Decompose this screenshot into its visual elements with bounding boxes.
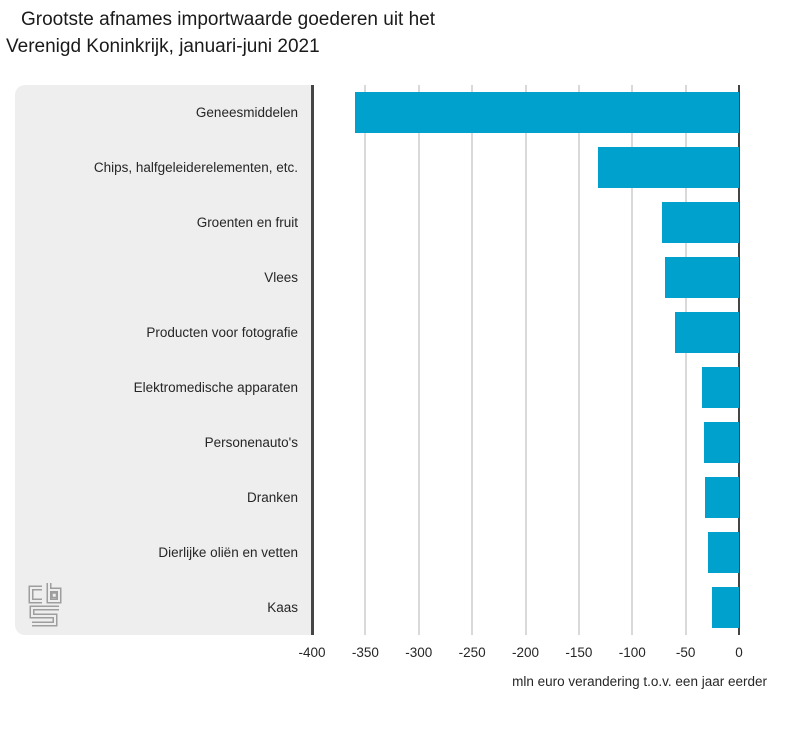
cbs-logo-icon: [28, 580, 62, 628]
x-tick-label: -250: [458, 645, 486, 660]
bar: [665, 257, 739, 298]
title-line-2: Verenigd Koninkrijk, januari-juni 2021: [6, 36, 320, 57]
gridline: [578, 85, 580, 635]
bar: [662, 202, 739, 243]
category-label: Kaas: [267, 600, 298, 615]
gridline: [418, 85, 420, 635]
category-label: Dranken: [246, 490, 298, 505]
bar: [712, 587, 739, 628]
category-label: Chips, halfgeleiderelementen, etc.: [93, 160, 298, 175]
bar: [355, 92, 739, 133]
category-axis-line: [311, 85, 314, 635]
category-label: Dierlijke oliën en vetten: [158, 545, 298, 560]
x-tick-label: -150: [565, 645, 593, 660]
category-label: Producten voor fotografie: [146, 325, 298, 340]
x-tick-label: -350: [351, 645, 379, 660]
x-axis-label: mln euro verandering t.o.v. een jaar eerder: [512, 674, 767, 689]
gridline: [525, 85, 527, 635]
x-tick-label: 0: [735, 645, 743, 660]
x-tick-label: -300: [405, 645, 433, 660]
bar: [704, 422, 739, 463]
category-label: Personenauto's: [204, 435, 298, 450]
gridline: [364, 85, 366, 635]
x-tick-label: -50: [675, 645, 696, 660]
category-label: Elektromedische apparaten: [133, 380, 298, 395]
x-tick-label: -400: [298, 645, 326, 660]
category-label: Geneesmiddelen: [195, 105, 298, 120]
x-tick-label: -200: [511, 645, 540, 660]
x-tick-label: -100: [618, 645, 646, 660]
category-label: Groenten en fruit: [196, 215, 298, 230]
bar: [708, 532, 739, 573]
gridline: [471, 85, 473, 635]
bar: [598, 147, 739, 188]
title-line-1: Grootste afnames importwaarde goederen uit het: [21, 9, 436, 30]
category-label: Vlees: [264, 270, 298, 285]
bar: [702, 367, 739, 408]
bar: [705, 477, 739, 518]
bar: [675, 312, 739, 353]
